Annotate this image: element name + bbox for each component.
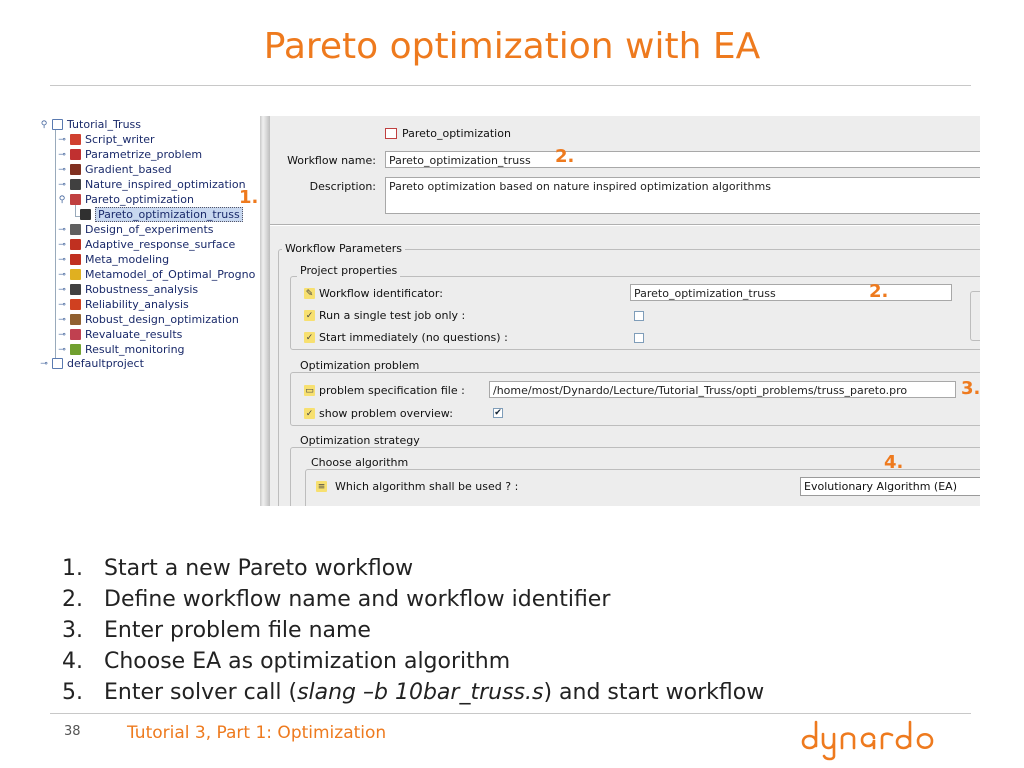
check-icon: ✓ bbox=[305, 408, 314, 419]
expand-toggle-icon[interactable]: ⊸ bbox=[58, 269, 66, 280]
tree-node-label: Script_writer bbox=[85, 133, 155, 146]
algorithm-select[interactable]: Evolutionary Algorithm (EA) bbox=[800, 477, 980, 496]
expand-toggle-icon[interactable]: ⊸ bbox=[58, 284, 66, 295]
list-icon: ≡ bbox=[317, 481, 326, 492]
single-test-row bbox=[304, 309, 465, 322]
pareto-icon bbox=[385, 128, 397, 139]
marker-1: 1. bbox=[239, 187, 259, 208]
check-icon: ✓ bbox=[305, 310, 314, 321]
tree-node-meta-modeling[interactable] bbox=[56, 252, 169, 267]
monitoring-icon bbox=[70, 344, 81, 355]
expand-toggle-icon[interactable]: ⊸ bbox=[40, 358, 48, 369]
folder-icon bbox=[52, 358, 63, 369]
expand-toggle-icon[interactable]: ⊸ bbox=[58, 329, 66, 340]
algorithm-label: Which algorithm shall be used ? : bbox=[335, 480, 519, 493]
reliability-icon bbox=[70, 299, 81, 310]
tree-node-label: Pareto_optimization_truss bbox=[95, 207, 243, 222]
folder-open-icon: ▭ bbox=[305, 385, 314, 396]
expand-toggle-icon[interactable]: ⊸ bbox=[58, 164, 66, 175]
step-item: 2. Define workflow name and workflow identifier bbox=[62, 587, 611, 612]
folder-icon bbox=[52, 119, 63, 130]
step-item: 5. Enter solver call ( slang –b 10bar_truss.s ) and start workflow bbox=[62, 680, 765, 705]
tree-node-defaultproject[interactable] bbox=[38, 356, 144, 371]
title-divider bbox=[50, 85, 971, 86]
dynardo-logo bbox=[800, 712, 978, 762]
tree-node-tutorial-truss[interactable] bbox=[38, 117, 141, 132]
tree-node-parametrize-problem[interactable] bbox=[56, 147, 202, 162]
single-test-label: Run a single test job only : bbox=[319, 309, 466, 322]
tree-node-robustness-analysis[interactable] bbox=[56, 282, 198, 297]
algorithm-row bbox=[316, 480, 518, 493]
problem-overview-label: show problem overview: bbox=[319, 407, 453, 420]
expand-toggle-icon[interactable]: ⊸ bbox=[58, 299, 66, 310]
tree-node-label: defaultproject bbox=[67, 357, 144, 370]
marker-2a: 2. bbox=[555, 146, 575, 167]
optimization-problem-title: Optimization problem bbox=[297, 359, 422, 372]
start-immediately-checkbox[interactable] bbox=[634, 333, 644, 343]
robustness-icon bbox=[70, 284, 81, 295]
tree-node-label: Reliability_analysis bbox=[85, 298, 189, 311]
step-item: 4. Choose EA as optimization algorithm bbox=[62, 649, 511, 674]
tree-node-label: Pareto_optimization bbox=[85, 193, 194, 206]
project-properties-title: Project properties bbox=[297, 264, 400, 277]
tree-node-gradient-based[interactable] bbox=[56, 162, 172, 177]
footer-text: Tutorial 3, Part 1: Optimization bbox=[127, 723, 387, 743]
step-item: 3. Enter problem file name bbox=[62, 618, 371, 643]
expand-toggle-icon[interactable]: ⊸ bbox=[58, 314, 66, 325]
check-icon: ✓ bbox=[305, 332, 314, 343]
tree-node-result-monitoring[interactable] bbox=[56, 342, 185, 357]
workflow-editor-panel bbox=[270, 116, 980, 506]
script-icon bbox=[70, 134, 81, 145]
adaptive-icon bbox=[70, 239, 81, 250]
tree-node-label: Metamodel_of_Optimal_Progno bbox=[85, 268, 256, 281]
doe-icon bbox=[70, 224, 81, 235]
workflow-name-input[interactable]: Pareto_optimization_truss bbox=[385, 151, 980, 168]
mop-icon bbox=[70, 269, 81, 280]
tree-node-label: Tutorial_Truss bbox=[67, 118, 141, 131]
steps-list bbox=[62, 553, 764, 708]
workflow-header bbox=[385, 127, 511, 140]
marker-4: 4. bbox=[884, 452, 904, 473]
expand-toggle-icon[interactable]: ⊸ bbox=[58, 254, 66, 265]
expand-toggle-icon[interactable]: ⚲ bbox=[58, 194, 66, 205]
spec-file-row bbox=[304, 384, 465, 397]
meta-icon bbox=[70, 254, 81, 265]
expand-toggle-icon[interactable]: ⊸ bbox=[58, 179, 66, 190]
single-test-checkbox[interactable] bbox=[634, 311, 644, 321]
project-tree[interactable] bbox=[36, 116, 260, 506]
problem-overview-checkbox[interactable]: ✔ bbox=[494, 408, 502, 418]
tree-node-adaptive-response-surface[interactable] bbox=[56, 237, 235, 252]
description-input[interactable]: Pareto optimization based on nature inspired optimization algorithms bbox=[385, 177, 980, 214]
expand-toggle-icon[interactable]: ⊸ bbox=[58, 344, 66, 355]
marker-2b: 2. bbox=[869, 281, 889, 302]
workflow-name-label: Workflow name: bbox=[287, 154, 376, 167]
expand-toggle-icon[interactable]: ⊸ bbox=[58, 134, 66, 145]
gradient-icon bbox=[70, 164, 81, 175]
workflow-parameters-title: Workflow Parameters bbox=[282, 242, 405, 255]
workflow-identificator-row bbox=[304, 287, 443, 300]
expand-toggle-icon[interactable]: ⚲ bbox=[40, 119, 48, 130]
rdo-icon bbox=[70, 314, 81, 325]
pareto-icon bbox=[70, 194, 81, 205]
workflow-header-title: Pareto_optimization bbox=[402, 127, 511, 140]
tree-node-label: Adaptive_response_surface bbox=[85, 238, 236, 251]
tree-node-label: Robust_design_optimization bbox=[85, 313, 239, 326]
slide-title: Pareto optimization with EA bbox=[263, 26, 761, 67]
tree-node-nature-inspired-optimization[interactable] bbox=[56, 177, 246, 192]
tree-node-label: Design_of_experiments bbox=[85, 223, 214, 236]
workflow-icon bbox=[80, 209, 91, 220]
nature-icon bbox=[70, 179, 81, 190]
tree-node-label: Meta_modeling bbox=[85, 253, 170, 266]
tree-node-label: Revaluate_results bbox=[85, 328, 183, 341]
side-box bbox=[970, 291, 980, 341]
tree-node-metamodel-of-optimal-progno[interactable] bbox=[56, 267, 255, 282]
tree-node-label: Parametrize_problem bbox=[85, 148, 203, 161]
page-number: 38 bbox=[64, 724, 81, 739]
optimization-strategy-title: Optimization strategy bbox=[297, 434, 423, 447]
section-separator bbox=[270, 224, 980, 226]
expand-toggle-icon[interactable]: ⊸ bbox=[58, 239, 66, 250]
expand-toggle-icon[interactable]: ⊸ bbox=[58, 224, 66, 235]
parametrize-icon bbox=[70, 149, 81, 160]
revaluate-icon bbox=[70, 329, 81, 340]
tree-node-label: Result_monitoring bbox=[85, 343, 185, 356]
spec-file-input[interactable]: /home/most/Dynardo/Lecture/Tutorial_Truss/opti_problems/truss_pareto.pro bbox=[489, 381, 956, 398]
tree-node-script-writer[interactable] bbox=[56, 132, 155, 147]
tree-node-pareto-optimization[interactable] bbox=[56, 192, 194, 207]
workflow-identificator-label: Workflow identificator: bbox=[319, 287, 443, 300]
start-immediately-row bbox=[304, 331, 508, 344]
tree-node-robust-design-optimization[interactable] bbox=[56, 312, 239, 327]
description-label: Description: bbox=[309, 180, 376, 193]
problem-overview-row bbox=[304, 407, 453, 420]
tree-node-design-of-experiments[interactable] bbox=[56, 222, 214, 237]
tree-node-label: Gradient_based bbox=[85, 163, 172, 176]
pencil-icon: ✎ bbox=[305, 288, 314, 299]
tree-node-revaluate-results[interactable] bbox=[56, 327, 182, 342]
marker-3: 3. bbox=[961, 378, 981, 399]
spec-file-label: problem specification file : bbox=[319, 384, 465, 397]
tree-node-reliability-analysis[interactable] bbox=[56, 297, 189, 312]
start-immediately-label: Start immediately (no questions) : bbox=[319, 331, 508, 344]
expand-toggle-icon[interactable]: ⊸ bbox=[58, 149, 66, 160]
tree-node-label: Robustness_analysis bbox=[85, 283, 199, 296]
split-pane-divider[interactable] bbox=[260, 116, 270, 506]
step-item: 1. Start a new Pareto workflow bbox=[62, 556, 414, 581]
workflow-identificator-input[interactable]: Pareto_optimization_truss bbox=[630, 284, 952, 301]
choose-algorithm-title: Choose algorithm bbox=[308, 456, 411, 469]
tree-node-label: Nature_inspired_optimization bbox=[85, 178, 246, 191]
tree-node-pareto-optimization-truss[interactable] bbox=[78, 207, 243, 222]
